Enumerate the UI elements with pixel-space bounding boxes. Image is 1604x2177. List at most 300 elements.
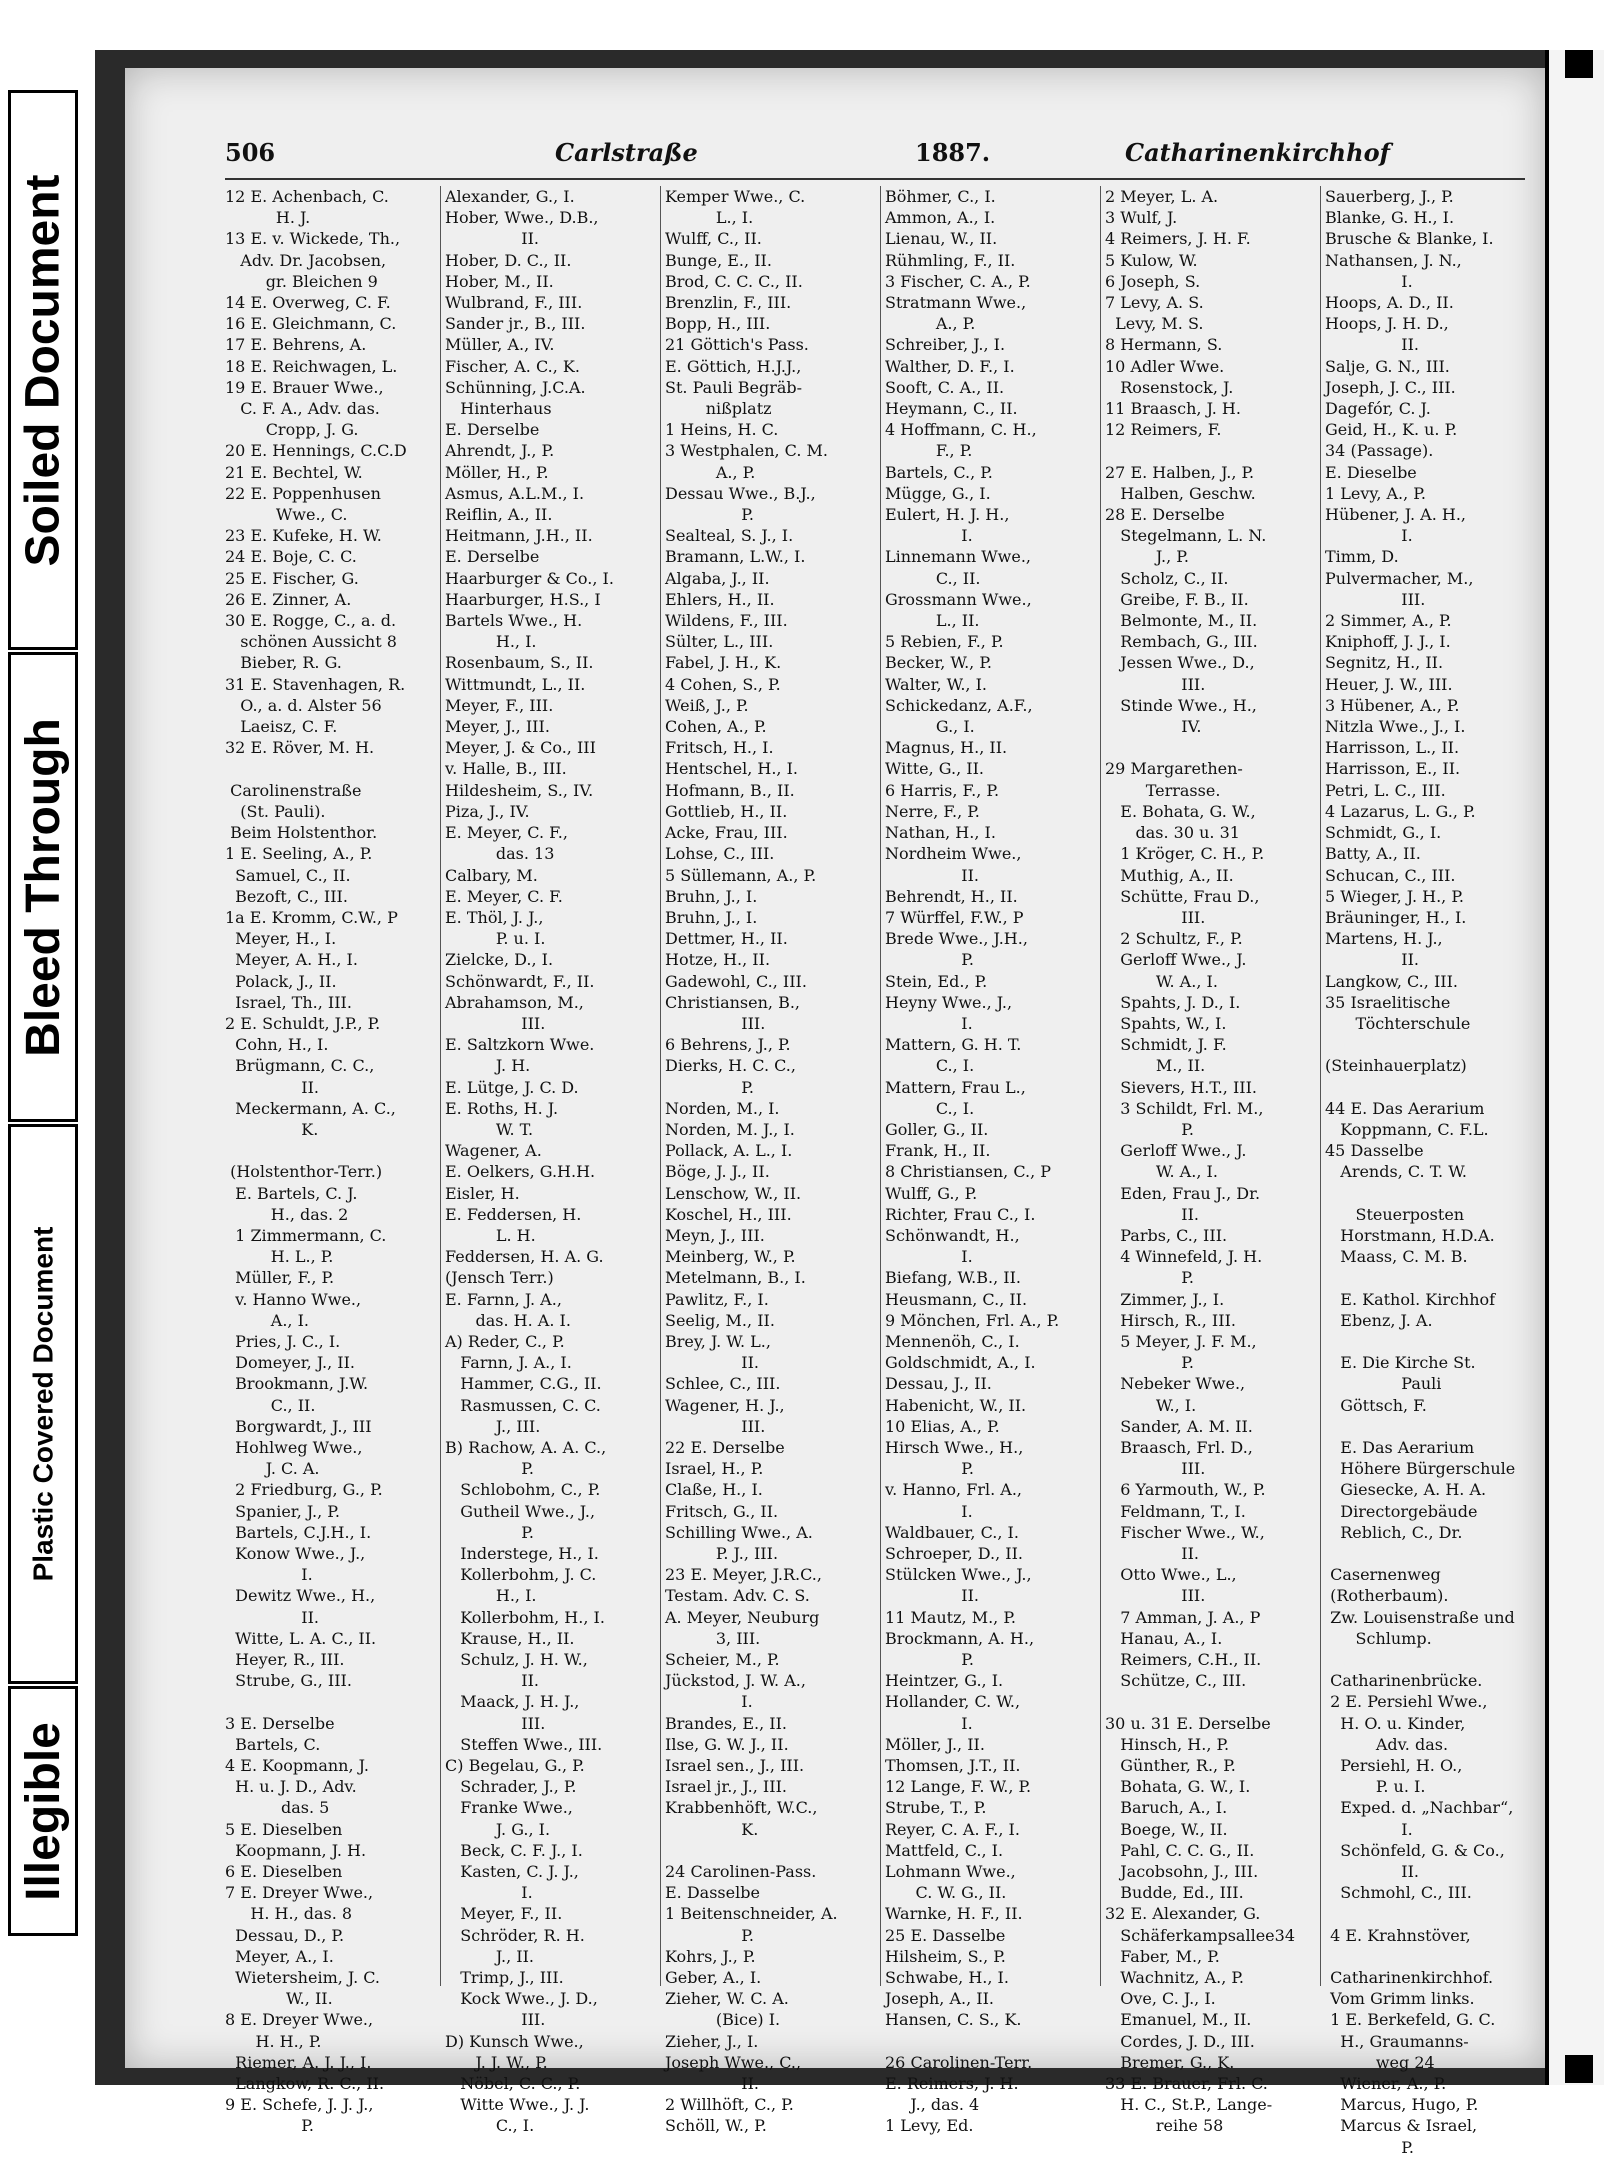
directory-entry-line: Schrader, J., P.	[445, 1777, 577, 1797]
directory-entry-line: Levy, M. S.	[1105, 314, 1204, 334]
directory-entry-line: Mattern, G. H. T.	[885, 1035, 1022, 1055]
directory-entry-line: H. H., P.	[225, 2031, 322, 2051]
directory-entry-line: 4 Reimers, J. H. F.	[1105, 229, 1251, 249]
directory-entry-line: Lohmann Wwe.,	[885, 1862, 1016, 1882]
directory-entry-line: Kniphoff, J. J., I.	[1325, 632, 1451, 652]
directory-entry-line: Feldmann, T., I.	[1105, 1501, 1246, 1521]
directory-entry-line: Pulvermacher, M.,	[1325, 568, 1474, 588]
directory-entry-line	[225, 758, 435, 779]
directory-entry-line: Ebenz, J. A.	[1325, 1310, 1433, 1330]
directory-entry-line: E. Die Kirche St.	[1325, 1353, 1476, 1373]
directory-entry-line: 3 Fischer, C. A., P.	[885, 271, 1031, 291]
directory-entry-line: I.	[665, 1692, 753, 1712]
directory-entry-line	[1325, 1416, 1540, 1437]
directory-entry-line: Gerloff Wwe., J.	[1105, 1141, 1247, 1161]
directory-entry-line: reihe 58	[1105, 2116, 1224, 2136]
directory-entry-line: Belmonte, M., II.	[1105, 611, 1258, 631]
directory-entry-line: P.	[665, 505, 754, 525]
directory-entry-line: P.	[1325, 2137, 1414, 2157]
directory-entry-line: Vom Grimm links.	[1325, 1989, 1475, 2009]
directory-entry-line: Eulert, H. J. H.,	[885, 505, 1010, 525]
directory-entry-line: 16 E. Gleichmann, C.	[225, 314, 397, 334]
directory-entry-line	[1325, 1649, 1540, 1670]
directory-entry-line: Faber, M., P.	[1105, 1946, 1220, 1966]
directory-entry-line: Hoops, A. D., II.	[1325, 293, 1454, 313]
directory-entry-line: C. W. G., II.	[885, 1883, 1007, 1903]
directory-entry-line	[885, 2031, 1095, 2052]
directory-entry-line: (Bice) I.	[665, 2010, 781, 2030]
directory-entry-line: Heyny Wwe., J.,	[885, 992, 1013, 1012]
directory-entry-line: Kasten, C. J. J.,	[445, 1862, 579, 1882]
illegible-text: Illegible	[16, 1721, 70, 1901]
directory-entry-line: 10 Elias, A., P.	[885, 1416, 1000, 1436]
directory-entry-line: Terrasse.	[1105, 780, 1221, 800]
directory-entry-line: E. Farnn, J. A.,	[445, 1289, 562, 1309]
directory-entry-line: C) Begelau, G., P.	[445, 1756, 585, 1776]
directory-entry-line: Schönwardt, F., II.	[445, 971, 595, 991]
directory-entry-line: Feddersen, H. A. G.	[445, 1247, 604, 1267]
directory-entry-line: St. Pauli Begräb-	[665, 377, 803, 397]
directory-entry-line: Wittmundt, L., II.	[445, 674, 586, 694]
directory-entry-line: 1 Kröger, C. H., P.	[1105, 844, 1265, 864]
directory-entry-line: Witte Wwe., J. J.	[445, 2095, 590, 2115]
directory-entry-line: das. 13	[445, 844, 555, 864]
directory-entry-line: K.	[665, 1819, 759, 1839]
directory-entry-line: Dessau, D., P.	[225, 1925, 345, 1945]
column-divider	[1320, 186, 1321, 1986]
directory-entry-line: J. J. W., P.	[445, 2052, 548, 2072]
directory-entry-line	[1325, 1267, 1540, 1288]
directory-entry-line: Goller, G., II.	[885, 1119, 989, 1139]
directory-entry-line: Sülter, L., III.	[665, 632, 774, 652]
directory-entry-line: Halben, Geschw.	[1105, 483, 1256, 503]
directory-entry-line: E. Derselbe	[445, 547, 540, 567]
directory-entry-line: Wiener, A., P.	[1325, 2074, 1447, 2094]
directory-entry-line: Reyer, C. A. F., I.	[885, 1819, 1020, 1839]
directory-entry-line: Parbs, C., III.	[1105, 1225, 1228, 1245]
directory-entry-line: 3 E. Derselbe	[225, 1713, 335, 1733]
directory-entry-line: Fabel, J. H., K.	[665, 653, 782, 673]
directory-entry-line	[1325, 1543, 1540, 1564]
directory-entry-line: H. O. u. Kinder,	[1325, 1713, 1466, 1733]
directory-entry-line: 11 Mautz, M., P.	[885, 1607, 1016, 1627]
directory-entry-line: Brookmann, J.W.	[225, 1374, 369, 1394]
directory-entry-line: Müller, F., P.	[225, 1268, 335, 1288]
directory-entry-line: Piza, J., IV.	[445, 801, 530, 821]
directory-entry-line: 12 Lange, F. W., P.	[885, 1777, 1032, 1797]
directory-entry-line: Biefang, W.B., II.	[885, 1268, 1021, 1288]
directory-entry-line: I.	[885, 1247, 973, 1267]
directory-entry-line: Heitmann, J.H., II.	[445, 526, 593, 546]
directory-entry-line: 30 E. Rogge, C., a. d.	[225, 611, 397, 631]
directory-entry-line: 31 E. Stavenhagen, R.	[225, 674, 406, 694]
directory-entry-line: Brusche & Blanke, I.	[1325, 229, 1494, 249]
directory-entry-line: P. u. I.	[1325, 1777, 1426, 1797]
directory-column-5	[1105, 186, 1315, 2136]
directory-entry-line: v. Hanno Wwe.,	[225, 1289, 362, 1309]
directory-entry-line: Steuerposten	[1325, 1204, 1465, 1224]
directory-entry-line: Riemer, A. J. J., I.	[225, 2052, 372, 2072]
directory-entry-line: Acke, Frau, III.	[665, 823, 788, 843]
directory-entry-line: Gerloff Wwe., J.	[1105, 950, 1247, 970]
soiled-document-label	[8, 90, 78, 650]
directory-entry-line: H., Graumanns-	[1325, 2031, 1469, 2051]
directory-entry-line: Meyer, J. & Co., III	[445, 738, 596, 758]
directory-entry-line: 4 E. Koopmann, J.	[225, 1756, 369, 1776]
directory-entry-line: Cohn, H., I.	[225, 1035, 329, 1055]
directory-entry-line: 1 E. Seeling, A., P.	[225, 844, 373, 864]
directory-entry-line: Kock Wwe., J. D.,	[445, 1989, 598, 2009]
directory-entry-line: 3 Wulf, J.	[1105, 208, 1178, 228]
directory-entry-line: Domeyer, J., II.	[225, 1353, 355, 1373]
directory-entry-line: Stülcken Wwe., J.,	[885, 1565, 1032, 1585]
directory-entry-line: v. Hanno, Frl. A.,	[885, 1480, 1022, 1500]
directory-entry-line	[1325, 1946, 1540, 1967]
directory-entry-line: 26 Carolinen-Terr.	[885, 2052, 1033, 2072]
directory-entry-line: H. L., P.	[225, 1247, 334, 1267]
directory-entry-line: Schönwandt, H.,	[885, 1225, 1020, 1245]
directory-entry-line: Marcus & Israel,	[1325, 2116, 1478, 2136]
directory-entry-line: 11 Braasch, J. H.	[1105, 399, 1241, 419]
directory-entry-line: O., a. d. Alster 56	[225, 695, 382, 715]
directory-entry-line: 12 Reimers, F.	[1105, 420, 1222, 440]
directory-entry-line: Bartels, C.	[225, 1734, 321, 1754]
bleed-through-text: Bleed Through	[16, 717, 70, 1057]
directory-entry-line: 7 Würffel, F.W., P	[885, 907, 1024, 927]
directory-entry-line: Böhmer, C., I.	[885, 187, 996, 206]
directory-entry-line: III.	[1105, 1459, 1206, 1479]
directory-entry-line: Lienau, W., II.	[885, 229, 998, 249]
directory-entry-line: Maass, C. M. B.	[1325, 1247, 1468, 1267]
directory-entry-line: Rembach, G., III.	[1105, 632, 1258, 652]
directory-entry-line: Zieher, J., I.	[665, 2031, 759, 2051]
directory-entry-line: Marcus, Hugo, P.	[1325, 2095, 1479, 2115]
directory-entry-line: Testam. Adv. C. S.	[665, 1586, 810, 1606]
directory-entry-line: Becker, W., P.	[885, 653, 992, 673]
directory-entry-line: Norden, M. J., I.	[665, 1119, 795, 1139]
directory-entry-line: Witte, G., II.	[885, 759, 984, 779]
directory-entry-line: Möller, J., II.	[885, 1734, 985, 1754]
directory-entry-line: Meyer, F., II.	[445, 1904, 563, 1924]
directory-entry-line: 3 Westphalen, C. M.	[665, 441, 828, 461]
directory-entry-line: Langkow, C., III.	[1325, 971, 1458, 991]
directory-entry-line: D) Kunsch Wwe.,	[445, 2031, 584, 2051]
directory-entry-line: Stinde Wwe., H.,	[1105, 695, 1257, 715]
directory-entry-line: Günther, R., P.	[1105, 1756, 1236, 1776]
directory-entry-line: Schröder, R. H.	[445, 1925, 585, 1945]
directory-entry-line: 32 E. Alexander, G.	[1105, 1904, 1261, 1924]
directory-entry-line: Zw. Louisenstraße und	[1325, 1607, 1515, 1627]
directory-entry-line	[225, 1140, 435, 1161]
directory-entry-line: Bunge, E., II.	[665, 250, 772, 270]
plastic-covered-text: Plastic Covered Document	[27, 1226, 58, 1582]
directory-entry-line: 29 Margarethen-	[1105, 759, 1243, 779]
directory-entry-line: Zimmer, J., I.	[1105, 1289, 1225, 1309]
directory-entry-line: II.	[885, 1586, 980, 1606]
directory-entry-line: E. Oelkers, G.H.H.	[445, 1162, 596, 1182]
directory-entry-line: Witte, L. A. C., II.	[225, 1628, 377, 1648]
directory-entry-line: 9 Mönchen, Frl. A., P.	[885, 1310, 1060, 1330]
directory-entry-line: Dagefór, C. J.	[1325, 399, 1431, 419]
directory-entry-line: Braasch, Frl. D.,	[1105, 1437, 1253, 1457]
directory-entry-line: Greibe, F. B., II.	[1105, 589, 1249, 609]
directory-entry-line: W. A., I.	[1105, 971, 1218, 991]
directory-entry-line: 25 E. Fischer, G.	[225, 568, 359, 588]
directory-entry-line: Muthig, A., II.	[1105, 865, 1234, 885]
directory-entry-line: II.	[1325, 335, 1420, 355]
directory-entry-line: Goldschmidt, A., I.	[885, 1353, 1036, 1373]
directory-entry-line: Hammer, C.G., II.	[445, 1374, 602, 1394]
directory-entry-line: Schreiber, J., I.	[885, 335, 1006, 355]
directory-entry-line: 19 E. Brauer Wwe.,	[225, 377, 384, 397]
directory-entry-line: 10 Adler Wwe.	[1105, 356, 1225, 376]
directory-entry-line: P.	[1105, 1119, 1194, 1139]
directory-entry-line: 6 E. Dieselben	[225, 1862, 343, 1882]
directory-entry-line: Bieber, R. G.	[225, 653, 342, 673]
directory-entry-line: P.	[885, 950, 974, 970]
directory-entry-line: 30 u. 31 E. Derselbe	[1105, 1713, 1271, 1733]
directory-entry-line: Schmidt, J. F.	[1105, 1035, 1227, 1055]
directory-entry-line: 4 E. Krahnstöver,	[1325, 1925, 1471, 1945]
directory-entry-line: Martens, H. J.,	[1325, 929, 1443, 949]
directory-entry-line: J., II.	[445, 1946, 535, 1966]
directory-entry-line: Kohrs, J., P.	[665, 1946, 756, 1966]
directory-entry-line: Sooft, C. A., II.	[885, 377, 1005, 397]
directory-entry-line: Wulff, C., II.	[665, 229, 762, 249]
directory-entry-line: 2 Willhöft, C., P.	[665, 2095, 794, 2115]
directory-entry-line: Schwabe, H., I.	[885, 1968, 1009, 1988]
directory-entry-line: A) Reder, C., P.	[445, 1331, 565, 1351]
directory-entry-line: Frank, H., II.	[885, 1141, 991, 1161]
directory-entry-line: Wachnitz, A., P.	[1105, 1968, 1244, 1988]
directory-entry-line: 23 E. Kufeke, H. W.	[225, 526, 382, 546]
directory-entry-line: Rasmussen, C. C.	[445, 1395, 601, 1415]
directory-entry-line: Meyn, J., III.	[665, 1225, 765, 1245]
directory-entry-line: Persiehl, H. O.,	[1325, 1756, 1463, 1776]
directory-entry-line: Heyer, R., III.	[225, 1650, 345, 1670]
directory-entry-line: Brügmann, C. C.,	[225, 1056, 375, 1076]
directory-entry-line: Polack, J., II.	[225, 971, 337, 991]
directory-entry-line: Beck, C. F. J., I.	[445, 1840, 583, 1860]
directory-entry-line: Petri, L. C., III.	[1325, 780, 1446, 800]
directory-entry-line: Hofmann, B., II.	[665, 780, 795, 800]
directory-entry-line: 8 E. Dreyer Wwe.,	[225, 2010, 374, 2030]
directory-entry-line: Ahrendt, J., P.	[445, 441, 555, 461]
directory-entry-line: Horstmann, H.D.A.	[1325, 1225, 1495, 1245]
directory-entry-line: Rosenbaum, S., II.	[445, 653, 594, 673]
directory-entry-line	[1105, 440, 1315, 461]
directory-entry-line: Hinterhaus	[445, 399, 552, 419]
directory-entry-line: III.	[1105, 1586, 1206, 1606]
directory-entry-line: Steffen Wwe., III.	[445, 1734, 603, 1754]
directory-entry-line: II.	[885, 865, 980, 885]
directory-entry-line: Calbary, M.	[445, 865, 538, 885]
directory-entry-line: Strube, T., P.	[885, 1798, 987, 1818]
directory-entry-line: Salje, G. N., III.	[1325, 356, 1450, 376]
directory-entry-line: Alexander, G., I.	[445, 187, 575, 206]
directory-entry-line: III.	[1325, 589, 1426, 609]
directory-entry-line: Heusmann, C., II.	[885, 1289, 1028, 1309]
directory-entry-line: Geid, H., K. u. P.	[1325, 420, 1458, 440]
directory-entry-line: Kemper Wwe., C.	[665, 187, 806, 206]
directory-entry-line: 4 Hoffmann, C. H.,	[885, 420, 1037, 440]
directory-entry-line: Casernenweg	[1325, 1565, 1441, 1585]
directory-entry-line: II.	[445, 1671, 540, 1691]
directory-entry-line: J., das. 4	[885, 2095, 980, 2115]
directory-entry-line: Weiß, J., P.	[665, 695, 749, 715]
directory-entry-line: Fritsch, G., II.	[665, 1501, 779, 1521]
directory-entry-line: I.	[885, 1013, 973, 1033]
directory-entry-line: 1 Heins, H. C.	[665, 420, 779, 440]
directory-entry-line: 6 Yarmouth, W., P.	[1105, 1480, 1266, 1500]
directory-entry-line: 2 Simmer, A., P.	[1325, 611, 1452, 631]
directory-entry-line: Grossmann Wwe.,	[885, 589, 1032, 609]
directory-entry-line: Exped. d. „Nachbar“,	[1325, 1798, 1514, 1818]
directory-entry-line: I.	[1325, 526, 1413, 546]
directory-entry-line: 8 Hermann, S.	[1105, 335, 1223, 355]
directory-entry-line: Waldbauer, C., I.	[885, 1522, 1019, 1542]
directory-entry-line: Reblich, C., Dr.	[1325, 1522, 1463, 1542]
directory-entry-line: Mügge, G., I.	[885, 483, 991, 503]
directory-entry-line: Heuer, J. W., III.	[1325, 674, 1453, 694]
directory-entry-line: Nitzla Wwe., J., I.	[1325, 717, 1466, 737]
directory-entry-line: Bremer, G., K.	[1105, 2052, 1235, 2072]
directory-entry-line: Töchterschule	[1325, 1013, 1471, 1033]
directory-entry-line: Schönfeld, G. & Co.,	[1325, 1840, 1505, 1860]
directory-entry-line: Brenzlin, F., III.	[665, 293, 792, 313]
directory-entry-line: Schäferkampsallee34	[1105, 1925, 1295, 1945]
directory-entry-line: Mattern, Frau L.,	[885, 1077, 1026, 1097]
directory-entry-line: Meyer, A. H., I.	[225, 950, 358, 970]
directory-entry-line: 23 E. Meyer, J.R.C.,	[665, 1565, 822, 1585]
directory-entry-line: 1 Levy, A., P.	[1325, 483, 1426, 503]
directory-entry-line: Hansen, C. S., K.	[885, 2010, 1022, 2030]
directory-entry-line: Schünning, J.C.A.	[445, 377, 586, 397]
scan-corner-mark	[1565, 2055, 1593, 2083]
directory-entry-line: 7 Levy, A. S.	[1105, 293, 1204, 313]
directory-entry-line: G., I.	[885, 717, 975, 737]
directory-entry-line: Joseph Wwe., C.,	[665, 2052, 802, 2072]
directory-entry-line: Brod, C. C. C., II.	[665, 271, 803, 291]
directory-entry-line: P.	[885, 1459, 974, 1479]
directory-entry-line: E. Roths, H. J.	[445, 1098, 559, 1118]
directory-entry-line: 5 E. Dieselben	[225, 1819, 343, 1839]
directory-entry-line: Lenschow, W., II.	[665, 1183, 802, 1203]
directory-entry-line: J. C. A.	[225, 1459, 320, 1479]
directory-entry-line: E. Meyer, C. F.,	[445, 823, 568, 843]
directory-entry-line: E. Feddersen, H.	[445, 1204, 582, 1224]
directory-entry-line: Heintzer, G., I.	[885, 1671, 1004, 1691]
directory-entry-line: 25 E. Dasselbe	[885, 1925, 1006, 1945]
directory-column-3	[665, 186, 875, 2136]
directory-entry-line: 2 E. Persiehl Wwe.,	[1325, 1692, 1488, 1712]
directory-entry-line: nißplatz	[665, 399, 772, 419]
directory-entry-line: Brockmann, A. H.,	[885, 1628, 1035, 1648]
directory-entry-line: Scholz, C., II.	[1105, 568, 1229, 588]
scan-corner-mark	[1565, 50, 1593, 78]
directory-entry-line: C., II.	[885, 568, 981, 588]
directory-entry-line: Geber, A., I.	[665, 1968, 762, 1988]
directory-entry-line: Bräuninger, H., I.	[1325, 907, 1467, 927]
directory-entry-line: I.	[885, 526, 973, 546]
directory-entry-line: Hanau, A., I.	[1105, 1628, 1223, 1648]
directory-entry-line: Hilsheim, S., P.	[885, 1946, 1006, 1966]
directory-year: 1887.	[915, 138, 991, 167]
directory-entry-line: III.	[445, 1713, 546, 1733]
directory-entry-line: Bartels, C.J.H., I.	[225, 1522, 372, 1542]
directory-entry-line: H., I.	[445, 1586, 537, 1606]
directory-entry-line: Dierks, H. C. C.,	[665, 1056, 796, 1076]
directory-entry-line: Langkow, R. C., II.	[225, 2074, 385, 2094]
directory-entry-line: 24 E. Boje, C. C.	[225, 547, 357, 567]
directory-entry-line: (Jensch Terr.)	[445, 1268, 554, 1288]
column-divider	[880, 186, 881, 1986]
directory-entry-line: Schütte, Frau D.,	[1105, 886, 1260, 906]
directory-entry-line: Schütze, C., III.	[1105, 1671, 1247, 1691]
directory-entry-line: P.	[665, 1925, 754, 1945]
directory-entry-line: II.	[1325, 1862, 1420, 1882]
directory-entry-line: Warnke, H. F., II.	[885, 1904, 1023, 1924]
directory-entry-line: das. 5	[225, 1798, 330, 1818]
directory-entry-line: gr. Bleichen 9	[225, 271, 378, 291]
directory-entry-line: Reiflin, A., II.	[445, 505, 553, 525]
directory-entry-line: Adv. das.	[1325, 1734, 1449, 1754]
directory-entry-line: H. u. J. D., Adv.	[225, 1777, 357, 1797]
directory-entry-line: Bezoft, C., III.	[225, 886, 348, 906]
header-rule	[225, 178, 1525, 180]
directory-entry-line: Dessau, J., II.	[885, 1374, 992, 1394]
directory-entry-line: Spanier, J., P.	[225, 1501, 340, 1521]
directory-entry-line: Brandes, E., II.	[665, 1713, 788, 1733]
directory-entry-line: Schlee, C., III.	[665, 1374, 781, 1394]
directory-entry-line: Stein, Ed., P.	[885, 971, 988, 991]
directory-entry-line	[1325, 1183, 1540, 1204]
scanned-page-frame	[95, 50, 1600, 2157]
directory-entry-line: Jacobsohn, J., III.	[1105, 1862, 1259, 1882]
page-header	[225, 138, 1545, 178]
directory-entry-line: 45 Dasselbe	[1325, 1141, 1424, 1161]
column-divider	[660, 186, 661, 1986]
directory-entry-line: Koppmann, C. F.L.	[1325, 1119, 1489, 1139]
directory-entry-line: (Steinhauerplatz)	[1325, 1056, 1467, 1076]
directory-entry-line: J. G., I.	[445, 1819, 551, 1839]
directory-entry-line: Magnus, H., II.	[885, 738, 1008, 758]
directory-entry-line: Fischer Wwe., W.,	[1105, 1522, 1265, 1542]
directory-entry-line: Schroeper, D., II.	[885, 1544, 1023, 1563]
directory-entry-line: P.	[665, 1077, 754, 1097]
directory-entry-line: Dewitz Wwe., H.,	[225, 1586, 376, 1606]
directory-entry-line: III.	[665, 1013, 766, 1033]
directory-entry-line	[1325, 1903, 1540, 1924]
directory-entry-line: J., III.	[445, 1416, 541, 1436]
directory-entry-line: C., II.	[225, 1395, 316, 1415]
directory-entry-line: Habenicht, W., II.	[885, 1395, 1027, 1415]
directory-entry-line: M., II.	[1105, 1056, 1206, 1076]
directory-column-2	[445, 186, 655, 2136]
directory-entry-line: 17 E. Behrens, A.	[225, 335, 367, 355]
directory-entry-line: Hirsch Wwe., H.,	[885, 1437, 1024, 1457]
directory-entry-line: Trimp, J., III.	[445, 1968, 564, 1988]
directory-entry-line: Konow Wwe., J.,	[225, 1544, 366, 1563]
directory-entry-line: Harrisson, E., II.	[1325, 759, 1461, 779]
directory-entry-line: (Holstenthor-Terr.)	[225, 1162, 383, 1182]
directory-entry-line: 22 E. Derselbe	[665, 1437, 785, 1457]
directory-entry-line: E. Bartels, C. J.	[225, 1183, 358, 1203]
directory-entry-line: Metelmann, B., I.	[665, 1268, 806, 1288]
directory-entry-line: Boege, W., II.	[1105, 1819, 1228, 1839]
directory-entry-line: Strube, G., III.	[225, 1671, 352, 1691]
directory-entry-line: 12 E. Achenbach, C.	[225, 187, 389, 206]
